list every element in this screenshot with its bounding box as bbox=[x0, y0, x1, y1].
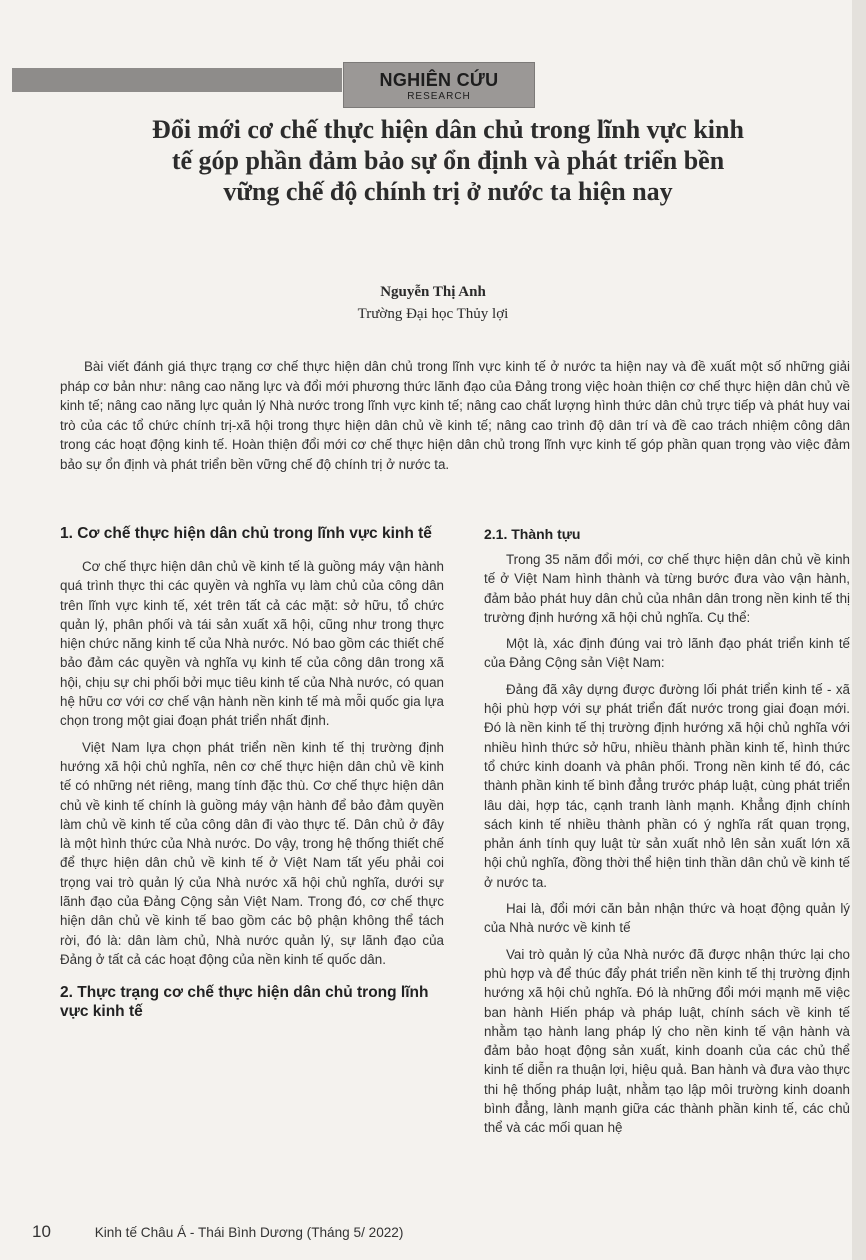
journal-name: Kinh tế Châu Á - Thái Bình Dương (Tháng 5/ 2022) bbox=[94, 1225, 404, 1240]
right-column bbox=[484, 524, 850, 1145]
paragraph: Đảng đã xây dựng được đường lối phát triển kinh tế - xã hội phù hợp với sự phát triển đất nước trong giai đoạn mới. Đó là nền kinh tế thị trường định hướng xã hội chủ nghĩa với nhiều hình thức sở hữu, nhiều thành phần kinh tế, hình thức tổ chức kinh doanh và phân phối. Trong nền kinh tế đó, các thành phần kinh tế bình đẳng trước pháp luật, cùng phát triển lâu dài, hợp tác, cạnh tranh lành mạnh. Khẳng định chính sách kinh tế nhiều thành phần có ý nghĩa rất quan trọng, phản ánh tính quy luật từ sản xuất nhỏ lên sản xuất lớn xã hội chủ nghĩa, đồng thời thể hiện tinh thần dân chủ về kinh tế ở nước ta. bbox=[484, 681, 850, 890]
header-band bbox=[12, 68, 342, 92]
paragraph: Việt Nam lựa chọn phát triển nền kinh tế thị trường định hướng xã hội chủ nghĩa, nên cơ chế thực hiện dân chủ về kinh tế có những nét riêng, mang tính đặc thù. Cơ chế thực hiện dân chủ về kinh tế chính là guồng máy vận hành để bảo đảm quyền làm chủ về kinh tế của công dân đi vào thực tế. Dân chủ ở đây là một hình thức của Nhà nước. Do vậy, trong hệ thống thiết chế để thực hiện dân chủ về kinh tế ở Việt Nam tất yếu phải coi trọng vai trò quản lý của Nhà nước xã hội chủ nghĩa, dưới sự lãnh đạo của Đảng Cộng sản Việt Nam. Trong đó, cơ chế thực hiện dân chủ về kinh tế bao gồm các bộ phận không thể tách rời, đó là: dân làm chủ, Nhà nước quản lý, sự lãnh đạo của Đảng ở tất cả các hoạt động của nền kinh tế quốc dân. bbox=[60, 739, 444, 967]
author-affiliation: Trường Đại học Thủy lợi bbox=[357, 306, 509, 322]
paragraph: Hai là, đổi mới căn bản nhận thức và hoạt động quản lý của Nhà nước về kinh tế bbox=[484, 901, 850, 936]
title-line-3: vững chế độ chính trị ở nước ta hiện nay bbox=[223, 177, 673, 206]
left-column bbox=[60, 524, 444, 1035]
article-title bbox=[44, 114, 852, 207]
page-number: 10 bbox=[32, 1222, 51, 1241]
subsection-heading: 2.1. Thành tựu bbox=[484, 526, 581, 542]
section-label: NGHIÊN CỨU bbox=[379, 70, 499, 90]
paragraph: Vai trò quản lý của Nhà nước đã được nhận thức lại cho phù hợp và để thúc đẩy phát triển nền kinh tế thị trường định hướng xã hội chủ nghĩa. Đó là những đổi mới mạnh mẽ việc ban hành Hiến pháp và pháp luật, chính sách về kinh tế nhằm tạo hành lang pháp lý cho nền kinh tế vận hành và đảm bảo hoạt động sản xuất, kinh doanh của các chủ thể kinh tế diễn ra thuận lợi, hiệu quả. Ban hành và đưa vào thực thi hệ thống pháp luật, nhằm tạo lập môi trường kinh doanh bình đẳng, lành mạnh giữa các thành phần kinh tế, các chủ thể và các mối quan hệ bbox=[484, 946, 850, 1136]
page-edge-shadow bbox=[852, 0, 866, 1260]
section-label-en: RESEARCH bbox=[407, 91, 471, 102]
abstract: Bài viết đánh giá thực trạng cơ chế thực hiện dân chủ trong lĩnh vực kinh tế ở nước ta hiện nay và đề xuất một số những giải pháp cơ bản như: nâng cao năng lực và đổi mới phương thức lãnh đạo của Đảng trong việc hoàn thiện cơ chế thực hiện dân chủ về kinh tế; nâng cao năng lực quản lý Nhà nước trong lĩnh vực kinh tế; nâng cao chất lượng hình thức dân chủ trực tiếp và phát huy vai trò của các tổ chức chính trị-xã hội trong thực hiện dân chủ về kinh tế; nâng cao trình độ dân trí và đề cao trách nhiệm công dân trong các hoạt động kinh tế. Hoàn thiện đổi mới cơ chế thực hiện dân chủ trong lĩnh vực kinh tế góp phần quan trọng vào việc đảm bảo sự ổn định và phát triển bền vững chế độ chính trị ở nước ta. bbox=[60, 359, 850, 472]
title-line-1: Đổi mới cơ chế thực hiện dân chủ trong lĩnh vực kinh bbox=[152, 115, 744, 144]
title-line-2: tế góp phần đảm bảo sự ổn định và phát triển bền bbox=[171, 146, 725, 175]
section-header bbox=[343, 62, 535, 108]
paragraph: Một là, xác định đúng vai trò lãnh đạo phát triển kinh tế của Đảng Cộng sản Việt Nam: bbox=[484, 636, 850, 671]
paragraph: Cơ chế thực hiện dân chủ về kinh tế là guồng máy vận hành quá trình thực thi các quyền và nghĩa vụ làm chủ của công dân trên lĩnh vực kinh tế, xét trên tất cả các mặt: sở hữu, tổ chức quản lý, phân phối và tái sản xuất xã hội, cũng như trong thực hiện chức năng kinh tế của Nhà nước. Nó bao gồm các thiết chế bảo đảm các quyền và nghĩa vụ kinh tế của công dân trong xã hội, chịu sự chi phối bởi mục tiêu kinh tế của Nhà nước, có quan hệ hữu cơ với cơ chế vận hành nền kinh tế mà mỗi quốc gia lựa chọn trong một giai đoạn phát triển nhất định. bbox=[60, 559, 445, 729]
author-name: Nguyễn Thị Anh bbox=[380, 284, 486, 300]
section-heading-1: 1. Cơ chế thực hiện dân chủ trong lĩnh vực kinh tế bbox=[60, 525, 432, 542]
section-heading-2: 2. Thực trạng cơ chế thực hiện dân chủ trong lĩnh vực kinh tế bbox=[60, 984, 429, 1021]
page-footer bbox=[32, 1222, 792, 1242]
paragraph: Trong 35 năm đổi mới, cơ chế thực hiện dân chủ về kinh tế ở Việt Nam hình thành và từng bước đưa vào vận hành, đảm bảo phát huy dân chủ của nhân dân trong nền kinh tế thị trường định hướng xã hội chủ nghĩa. Cụ thể: bbox=[484, 552, 850, 625]
